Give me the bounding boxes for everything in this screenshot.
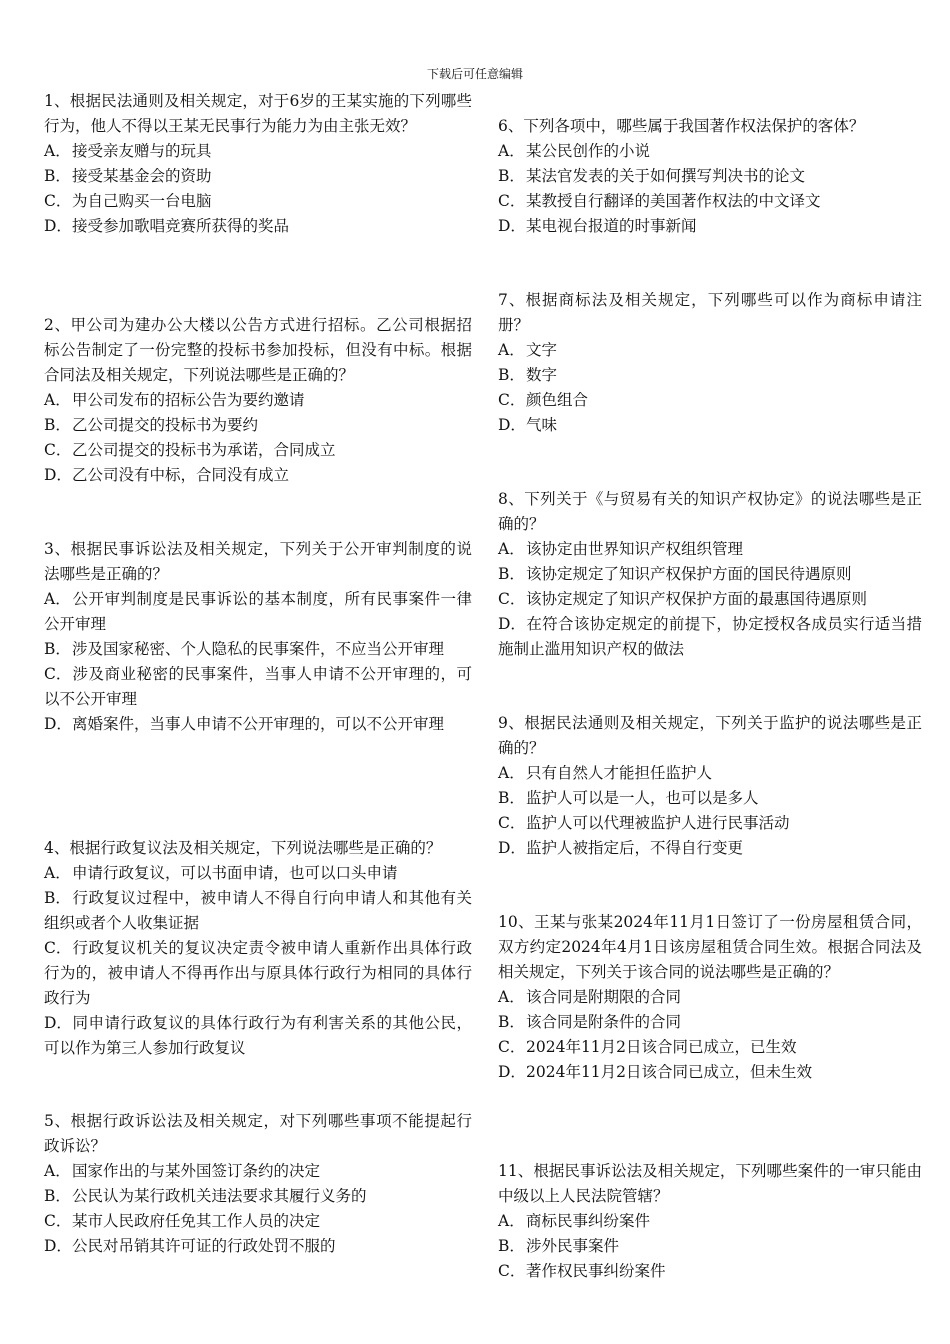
option-text: 甲公司发布的招标公告为要约邀请 — [72, 391, 305, 409]
answer-option — [44, 164, 472, 189]
answer-option — [44, 388, 472, 413]
answer-option — [498, 836, 922, 861]
question-11 — [498, 1159, 922, 1284]
option-text: 监护人可以是一人，也可以是多人 — [526, 789, 759, 807]
question-stem: 10、王某与张某2024年11月1日签订了一份房屋租赁合同，双方约定2024年4月1日该房屋租赁合同生效。根据合同法及相关规定，下列关于该合同的说法哪些是正确的？ — [498, 913, 922, 981]
answer-option — [498, 587, 922, 612]
option-letter: A． — [44, 391, 71, 409]
option-letter: B． — [498, 565, 525, 583]
option-text: 气味 — [526, 416, 558, 434]
option-letter: B． — [44, 1187, 71, 1205]
question-stem: 8、下列关于《与贸易有关的知识产权协定》的说法哪些是正确的？ — [498, 490, 922, 533]
question-stem: 3、根据民事诉讼法及相关规定，下列关于公开审判制度的说法哪些是正确的？ — [44, 540, 472, 583]
question-stem: 7、根据商标法及相关规定，下列哪些可以作为商标申请注册？ — [498, 291, 922, 334]
answer-option — [44, 861, 472, 886]
option-text: 行政复议过程中，被申请人不得自行向申请人和其他有关组织或者个人收集证据 — [44, 889, 472, 932]
option-letter: B． — [498, 366, 525, 384]
answer-option — [44, 189, 472, 214]
question-4 — [44, 836, 472, 1061]
option-letter: B． — [44, 416, 71, 434]
option-letter: B． — [498, 1013, 525, 1031]
option-text: 2024年11月2日该合同已成立，但未生效 — [526, 1063, 813, 1081]
option-text: 该协定由世界知识产权组织管理 — [526, 540, 744, 558]
option-text: 申请行政复议，可以书面申请，也可以口头申请 — [72, 864, 398, 882]
question-stem: 11、根据民事诉讼法及相关规定，下列哪些案件的一审只能由中级以上人民法院管辖？ — [498, 1162, 922, 1205]
answer-option — [44, 936, 472, 1011]
option-text: 接受某基金会的资助 — [72, 167, 212, 185]
option-letter: B． — [498, 1237, 525, 1255]
option-text: 商标民事纠纷案件 — [526, 1212, 651, 1230]
question-stem: 9、根据民法通则及相关规定，下列关于监护的说法哪些是正确的？ — [498, 714, 922, 757]
option-letter: A． — [44, 142, 71, 160]
option-text: 该协定规定了知识产权保护方面的最惠国待遇原则 — [526, 590, 868, 608]
option-letter: A． — [498, 341, 525, 359]
question-5 — [44, 1109, 472, 1259]
answer-option — [498, 1035, 922, 1060]
answer-option — [44, 712, 472, 737]
question-stem: 5、根据行政诉讼法及相关规定，对下列哪些事项不能提起行政诉讼？ — [44, 1112, 472, 1155]
option-text: 该协定规定了知识产权保护方面的国民待遇原则 — [526, 565, 852, 583]
answer-option — [44, 1184, 472, 1209]
option-text: 在符合该协定规定的前提下，协定授权各成员实行适当措施制止滥用知识产权的做法 — [498, 615, 922, 658]
answer-option — [498, 164, 922, 189]
option-letter: B． — [44, 889, 71, 907]
option-text: 著作权民事纠纷案件 — [526, 1262, 666, 1280]
option-text: 该合同是附期限的合同 — [526, 988, 682, 1006]
question-10 — [498, 910, 922, 1085]
question-stem: 4、根据行政复议法及相关规定，下列说法哪些是正确的？ — [44, 839, 442, 857]
answer-option — [44, 662, 472, 712]
option-letter: D． — [498, 839, 526, 857]
option-letter: C． — [498, 192, 526, 210]
option-letter: C． — [498, 391, 526, 409]
option-letter: B． — [44, 640, 71, 658]
answer-option — [498, 1234, 922, 1259]
option-letter: D． — [44, 715, 72, 733]
option-letter: C． — [44, 1212, 72, 1230]
option-letter: A． — [498, 988, 525, 1006]
option-text: 某教授自行翻译的美国著作权法的中文译文 — [526, 192, 821, 210]
answer-option — [498, 1010, 922, 1035]
question-6 — [498, 114, 922, 239]
answer-option — [498, 811, 922, 836]
option-letter: A． — [498, 764, 525, 782]
option-letter: D． — [498, 217, 526, 235]
answer-option — [498, 1060, 922, 1085]
option-letter: D． — [498, 615, 526, 633]
option-letter: C． — [498, 590, 526, 608]
question-9 — [498, 711, 922, 861]
question-7 — [498, 288, 922, 438]
option-text: 行政复议机关的复议决定责令被申请人重新作出具体行政行为的，被申请人不得再作出与原具体行政行为相同的具体行政行为 — [44, 939, 472, 1007]
answer-option — [498, 761, 922, 786]
option-letter: A． — [44, 1162, 71, 1180]
option-text: 某电视台报道的时事新闻 — [526, 217, 697, 235]
option-letter: A． — [44, 590, 71, 608]
question-3 — [44, 537, 472, 737]
answer-option — [44, 214, 472, 239]
answer-option — [44, 413, 472, 438]
option-letter: D． — [44, 217, 72, 235]
page-header: 下载后可任意编辑 — [426, 67, 523, 81]
option-text: 数字 — [526, 366, 558, 384]
answer-option — [44, 1234, 472, 1259]
answer-option — [498, 388, 922, 413]
option-text: 涉外民事案件 — [526, 1237, 620, 1255]
answer-option — [498, 562, 922, 587]
option-text: 某法官发表的关于如何撰写判决书的论文 — [526, 167, 806, 185]
option-text: 监护人可以代理被监护人进行民事活动 — [526, 814, 790, 832]
option-letter: D． — [498, 1063, 526, 1081]
answer-option — [44, 637, 472, 662]
option-letter: A． — [498, 540, 525, 558]
answer-option — [498, 537, 922, 562]
option-letter: B． — [498, 789, 525, 807]
option-text: 接受参加歌唱竞赛所获得的奖品 — [72, 217, 290, 235]
option-letter: C． — [44, 192, 72, 210]
option-text: 公民认为某行政机关违法要求其履行义务的 — [72, 1187, 367, 1205]
option-letter: B． — [44, 167, 71, 185]
answer-option — [498, 786, 922, 811]
option-text: 文字 — [526, 341, 558, 359]
option-text: 监护人被指定后，不得自行变更 — [526, 839, 744, 857]
question-1 — [44, 89, 472, 239]
option-letter: C． — [44, 665, 72, 683]
answer-option — [498, 139, 922, 164]
answer-option — [44, 1011, 472, 1061]
option-text: 离婚案件，当事人申请不公开审理的，可以不公开审理 — [72, 715, 445, 733]
option-text: 只有自然人才能担任监护人 — [526, 764, 713, 782]
option-letter: C． — [498, 1038, 526, 1056]
question-2 — [44, 313, 472, 488]
answer-option — [44, 438, 472, 463]
question-stem: 6、下列各项中，哪些属于我国著作权法保护的客体？ — [498, 117, 865, 135]
answer-option — [44, 463, 472, 488]
question-stem: 1、根据民法通则及相关规定，对于6岁的王某实施的下列哪些行为，他人不得以王某无民事行为能力为由主张无效？ — [44, 92, 472, 135]
option-text: 2024年11月2日该合同已成立，已生效 — [526, 1038, 797, 1056]
answer-option — [498, 338, 922, 363]
answer-option — [498, 413, 922, 438]
option-letter: D． — [44, 466, 72, 484]
answer-option — [498, 1259, 922, 1284]
option-letter: A． — [498, 1212, 525, 1230]
option-text: 公开审判制度是民事诉讼的基本制度，所有民事案件一律公开审理 — [44, 590, 472, 633]
question-8 — [498, 487, 922, 662]
option-letter: D． — [44, 1237, 72, 1255]
answer-option — [44, 139, 472, 164]
option-letter: B． — [498, 167, 525, 185]
option-letter: A． — [44, 864, 71, 882]
option-text: 接受亲友赠与的玩具 — [72, 142, 212, 160]
answer-option — [498, 985, 922, 1010]
option-text: 为自己购买一台电脑 — [72, 192, 212, 210]
option-letter: C． — [498, 1262, 526, 1280]
option-letter: C． — [44, 441, 72, 459]
option-text: 某公民创作的小说 — [526, 142, 651, 160]
option-letter: D． — [44, 1014, 72, 1032]
answer-option — [498, 612, 922, 662]
answer-option — [498, 1209, 922, 1234]
option-text: 颜色组合 — [526, 391, 589, 409]
option-text: 乙公司提交的投标书为要约 — [72, 416, 259, 434]
answer-option — [44, 886, 472, 936]
option-letter: D． — [498, 416, 526, 434]
answer-option — [44, 1209, 472, 1234]
answer-option — [498, 189, 922, 214]
option-text: 某市人民政府任免其工作人员的决定 — [72, 1212, 321, 1230]
option-text: 公民对吊销其许可证的行政处罚不服的 — [72, 1237, 336, 1255]
question-stem: 2、甲公司为建办公大楼以公告方式进行招标。乙公司根据招标公告制定了一份完整的投标书参加投标，但没有中标。根据合同法及相关规定，下列说法哪些是正确的？ — [44, 316, 472, 384]
option-text: 国家作出的与某外国签订条约的决定 — [72, 1162, 321, 1180]
option-letter: C． — [498, 814, 526, 832]
option-letter: C． — [44, 939, 72, 957]
option-letter: A． — [498, 142, 525, 160]
option-text: 同申请行政复议的具体行政行为有利害关系的其他公民，可以作为第三人参加行政复议 — [44, 1014, 472, 1057]
answer-option — [44, 1159, 472, 1184]
answer-option — [44, 587, 472, 637]
answer-option — [498, 363, 922, 388]
option-text: 该合同是附条件的合同 — [526, 1013, 682, 1031]
option-text: 涉及商业秘密的民事案件，当事人申请不公开审理的，可以不公开审理 — [44, 665, 472, 708]
option-text: 乙公司没有中标，合同没有成立 — [72, 466, 290, 484]
answer-option — [498, 214, 922, 239]
option-text: 涉及国家秘密、个人隐私的民事案件，不应当公开审理 — [72, 640, 445, 658]
option-text: 乙公司提交的投标书为承诺，合同成立 — [72, 441, 336, 459]
